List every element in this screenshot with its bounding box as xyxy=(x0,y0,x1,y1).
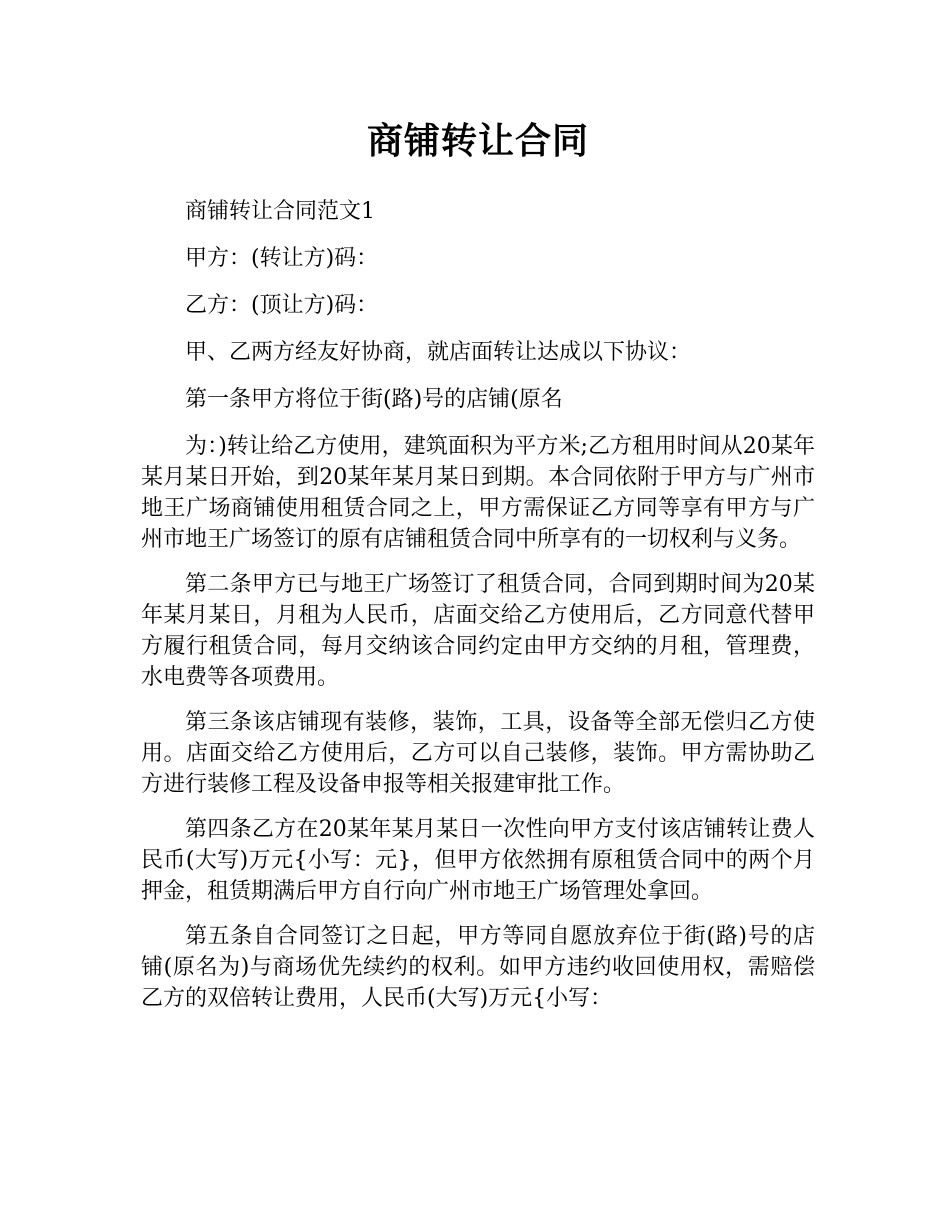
paragraph-contract-sample-heading: 商铺转让合同范文1 xyxy=(185,199,375,224)
document-title: 商铺转让合同 xyxy=(366,121,589,162)
paragraph-article-4: 第四条乙方在20某年某月某日一次性向甲方支付该店铺转让费人民币(大写)万元{小写：元}，但甲方依然拥有原租赁合同中的两个月押金，租赁期满后甲方自行向广州市地王广场管理处拿回。 xyxy=(141,817,815,904)
paragraph-party-a: 甲方：(转让方)码： xyxy=(185,246,379,271)
paragraph-article-5: 第五条自合同签订之日起，甲方等同自愿放弃位于街(路)号的店铺(原名为)与商场优先续约的权利。如甲方违约收回使用权，需赔偿乙方的双倍转让费用，人民币(大写)万元{小写： xyxy=(141,924,815,1011)
paragraph-article-2: 第二条甲方已与地王广场签订了租赁合同，合同到期时间为20某年某月某日，月租为人民币，店面交给乙方使用后，乙方同意代替甲方履行租赁合同，每月交纳该合同约定由甲方交纳的月租，管理费，水电费等各项费用。 xyxy=(141,572,815,690)
paragraph-article-3: 第三条该店铺现有装修，装饰，工具，设备等全部无偿归乙方使用。店面交给乙方使用后，乙方可以自己装修，装饰。甲方需协助乙方进行装修工程及设备申报等相关报建审批工作。 xyxy=(141,710,815,797)
paragraph-party-b: 乙方：(顶让方)码： xyxy=(185,293,379,318)
paragraph-agreement-intro: 甲、乙两方经友好协商，就店面转让达成以下协议： xyxy=(185,340,692,365)
paragraph-article-1-start: 第一条甲方将位于街(路)号的店铺(原名 xyxy=(185,387,563,412)
paragraph-article-1-body: 为：)转让给乙方使用，建筑面积为平方米;乙方租用时间从20某年某月某日开始，到20某年某月某日到期。本合同依附于甲方与广州市地王广场商铺使用租赁合同之上，甲方需保证乙方同等享有甲方与广州市地王广场签订的原有店铺租赁合同中所享有的一切权利与义务。 xyxy=(141,434,815,552)
